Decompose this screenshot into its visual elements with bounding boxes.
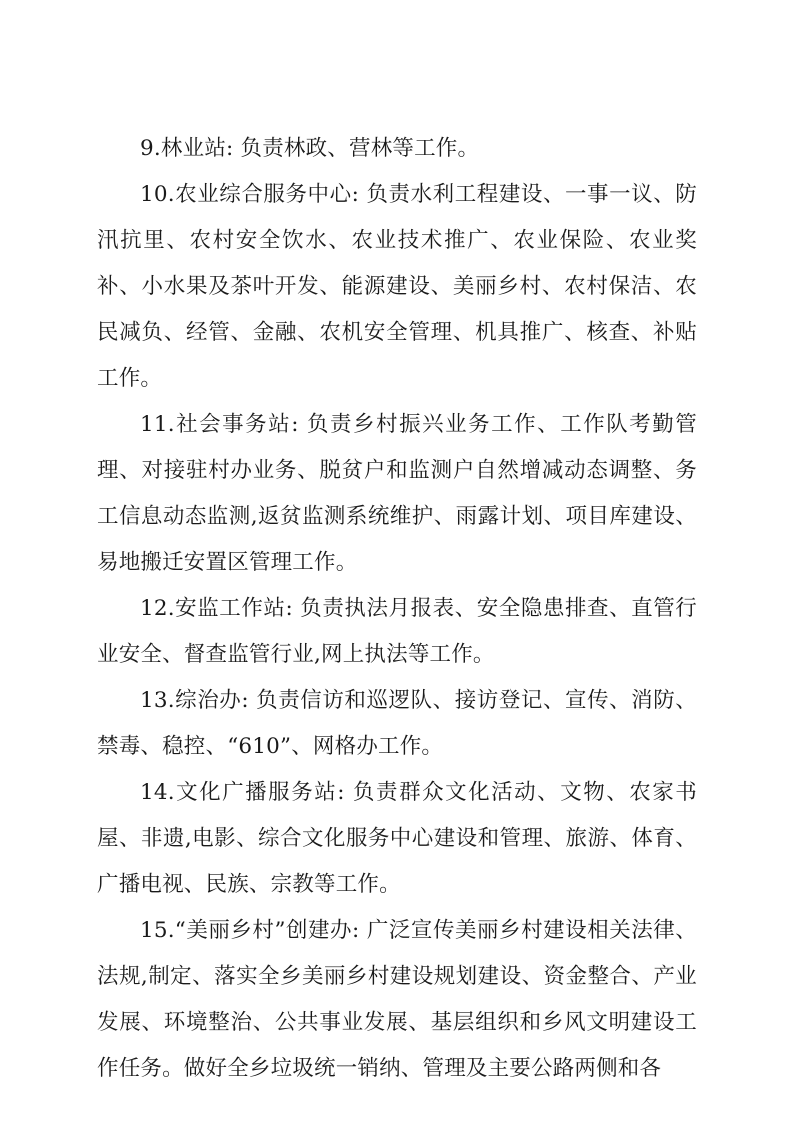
paragraph-11: 11.社会事务站: 负责乡村振兴业务工作、工作队考勤管理、对接驻村办业务、脱贫户和监测户自然增减动态调整、务工信息动态监测,返贫监测系统维护、雨露计划、项目库建设、易地搬迁安置区管理工作。: [97, 412, 697, 575]
paragraph-12: 12.安监工作站: 负责执法月报表、安全隐患排查、直管行业安全、督查监管行业,网上执法等工作。: [97, 596, 697, 667]
paragraph-14: 14.文化广播服务站: 负责群众文化活动、文物、农家书屋、非遗,电影、综合文化服务中心建设和管理、旅游、体育、广播电视、民族、宗教等工作。: [97, 780, 697, 897]
paragraph-15: 15.“美丽乡村”创建办: 广泛宣传美丽乡村建设相关法律、法规,制定、落实全乡美丽乡村建设规划建设、资金整合、产业发展、环境整治、公共事业发展、基层组织和乡风文明建设工作任务。做好全乡垃圾统一销纳、管理及主要公路两侧和各: [97, 918, 697, 1081]
paragraph-13: 13.综治办: 负责信访和巡逻队、接访登记、宣传、消防、禁毒、稳控、“610”、网格办工作。: [97, 688, 697, 759]
paragraph-10: 10.农业综合服务中心: 负责水利工程建设、一事一议、防汛抗里、农村安全饮水、农业技术推广、农业保险、农业奖补、小水果及茶叶开发、能源建设、美丽乡村、农村保洁、农民减负、经管、金融、农机安全管理、机具推广、核查、补贴工作。: [97, 182, 697, 391]
document-body: [97, 126, 697, 1092]
paragraph-9: 9.林业站: 负责林政、营林等工作。: [140, 136, 480, 161]
